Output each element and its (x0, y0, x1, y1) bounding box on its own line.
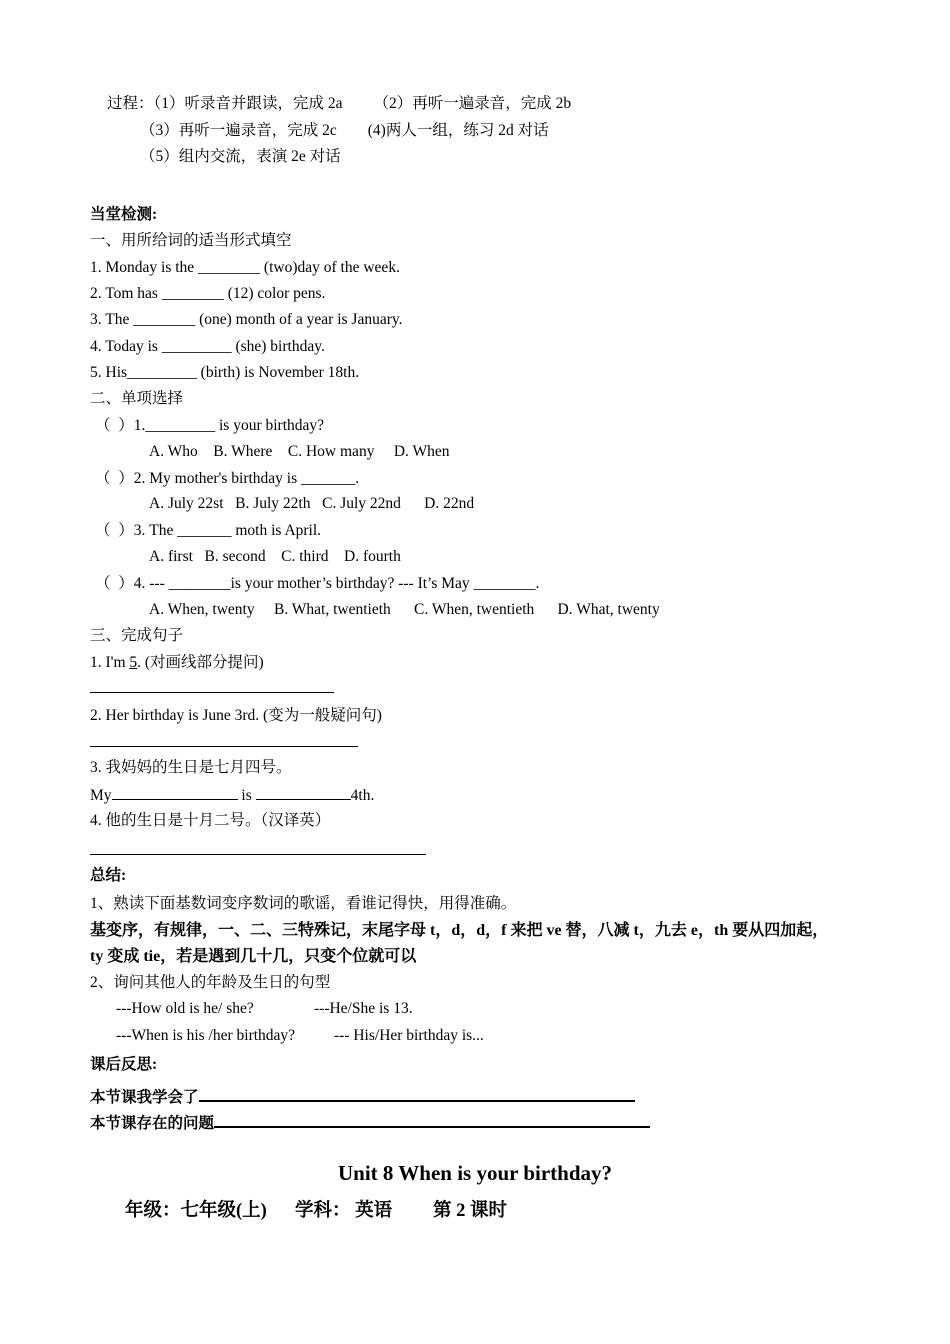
pattern-answer: ---He/She is 13. (314, 1000, 413, 1017)
sentence-3-answer: My is 4th. (90, 784, 374, 806)
process-line-2: （3）再听一遍录音，完成 2c (4)两人一组，练习 2d 对话 (140, 122, 549, 139)
reflection-heading: 课后反思: (90, 1056, 158, 1073)
part3-title: 三、完成句子 (90, 627, 184, 644)
process-line-1: 过程：（1）听录音并跟读，完成 2a （2）再听一遍录音，完成 2b (107, 95, 572, 112)
fill-item: 2. Tom has ________ (12) color pens. (90, 285, 326, 302)
rhyme-line-2: ty 变成 tie，若是遇到几十几，只变个位就可以 (90, 948, 417, 965)
part2-title: 二、单项选择 (90, 390, 184, 407)
answer-line[interactable] (90, 854, 426, 855)
unit-title: Unit 8 When is your birthday? (337, 1161, 613, 1185)
pattern-answer: --- His/Her birthday is... (334, 1027, 484, 1044)
summary-point-2: 2、询问其他人的年龄及生日的句型 (90, 974, 331, 991)
summary-heading: 总结: (90, 867, 127, 884)
blank[interactable] (112, 784, 238, 800)
mc-options: A. When, twenty B. What, twentieth C. When, twentieth D. What, twenty (149, 601, 660, 618)
part1-title: 一、用所给词的适当形式填空 (90, 232, 292, 249)
grade: 年级：七年级(上) (125, 1201, 267, 1221)
fill-item: 1. Monday is the ________ (two)day of the week. (90, 259, 400, 276)
fill-item: 5. His_________ (birth) is November 18th. (90, 364, 360, 381)
mc-question: （ ）4. --- ________is your mother’s birthday? --- It’s May ________. (95, 575, 540, 592)
summary-point-1: 1、熟读下面基数词变序数词的歌谣，看谁记得快，用得准确。 (90, 895, 517, 912)
sentence-2: 2. Her birthday is June 3rd. (变为一般疑问句) (90, 707, 382, 724)
pattern-question: ---How old is he/ she? (116, 1000, 254, 1017)
blank[interactable] (256, 784, 351, 800)
rhyme-line-1: 基变序，有规律，一、二、三特殊记，末尾字母 t，d，d，f 来把 ve 替，八减 t，九去 e，th 要从四加起， (90, 922, 829, 939)
reflection-learned: 本节课我学会了 (90, 1083, 635, 1108)
mc-options: A. Who B. Where C. How many D. When (149, 443, 450, 460)
fill-item: 4. Today is _________ (she) birthday. (90, 338, 325, 355)
sentence-3: 3. 我妈妈的生日是七月四号。 (90, 759, 292, 776)
reflection-problems: 本节课存在的问题 (90, 1109, 650, 1134)
pattern-question: ---When is his /her birthday? (116, 1027, 296, 1044)
answer-line[interactable] (90, 692, 334, 693)
period: 第 2 课时 (433, 1201, 508, 1221)
blank[interactable] (199, 1083, 635, 1102)
mc-options: A. July 22st B. July 22th C. July 22nd D. 22nd (149, 495, 475, 512)
sentence-4: 4. 他的生日是十月二号。（汉译英） (90, 812, 331, 829)
mc-question: （ ）2. My mother's birthday is _______. (95, 470, 360, 487)
check-heading: 当堂检测: (90, 206, 158, 223)
process-line-3: （5）组内交流，表演 2e 对话 (140, 148, 341, 165)
answer-line[interactable] (90, 746, 358, 747)
sentence-1: 1. I'm 5. (对画线部分提问) (90, 654, 264, 671)
subject: 学科： 英语 (295, 1201, 393, 1221)
blank[interactable] (214, 1109, 650, 1128)
mc-question: （ ）3. The _______ moth is April. (95, 522, 322, 539)
mc-question: （ ）1._________ is your birthday? (95, 417, 325, 434)
fill-item: 3. The ________ (one) month of a year is January. (90, 311, 403, 328)
mc-options: A. first B. second C. third D. fourth (149, 548, 401, 565)
